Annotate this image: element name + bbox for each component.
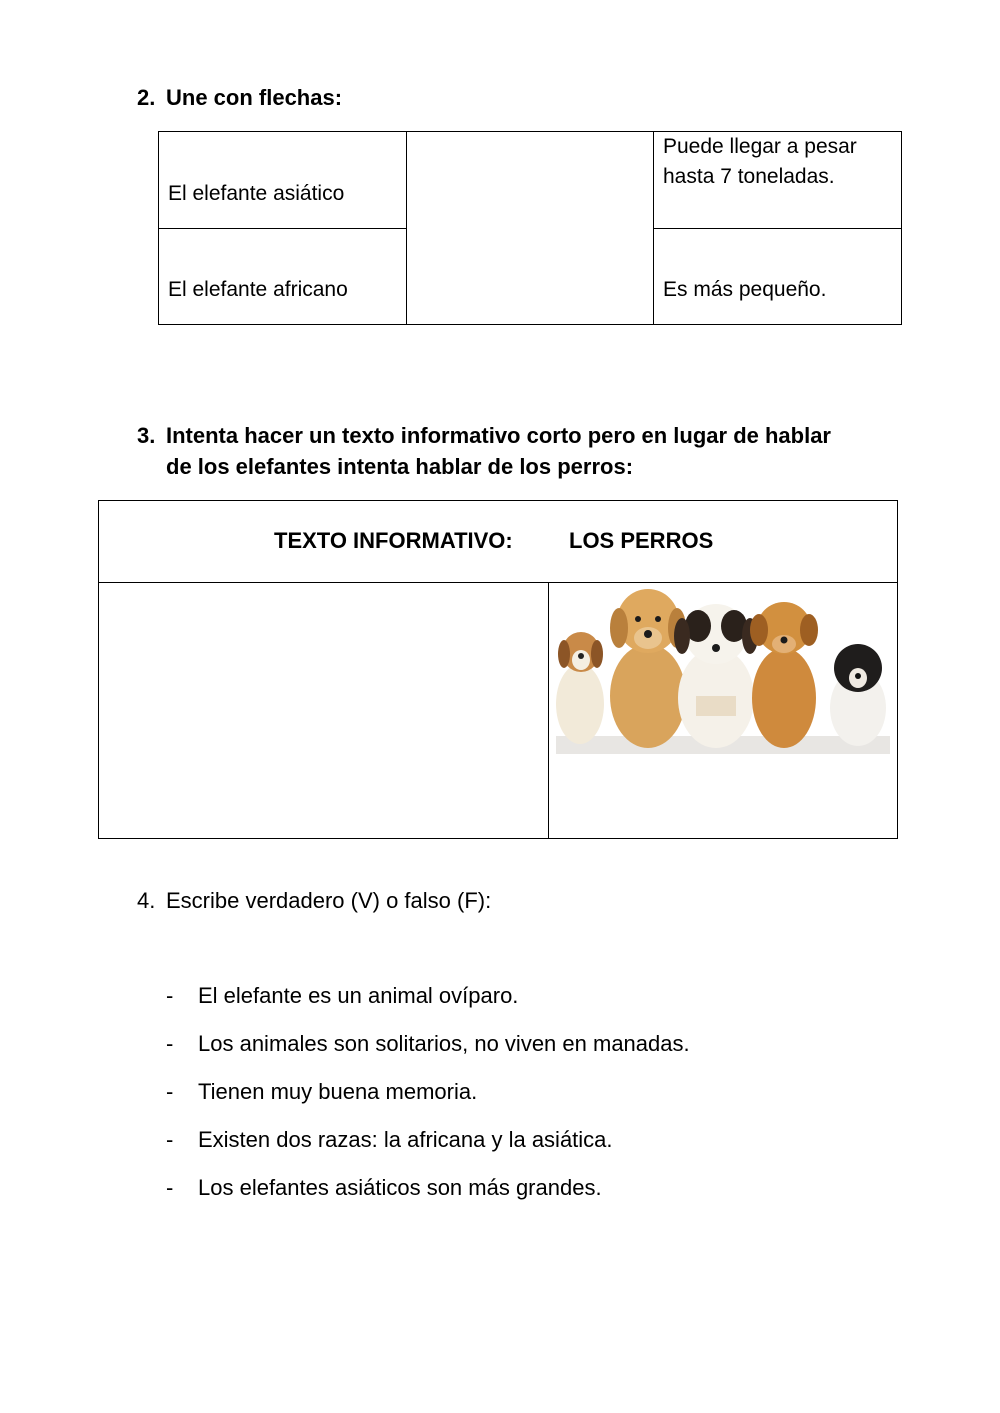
match-middle-cell[interactable] (406, 131, 654, 325)
informative-text-table (98, 500, 898, 839)
question-4-heading (137, 885, 637, 916)
bullet-dash: - (166, 1079, 174, 1104)
image-cell (548, 582, 898, 839)
header-topic: LOS PERROS (569, 528, 714, 553)
bullet-dash: - (166, 1175, 174, 1200)
question-title-line-1: Intenta hacer un texto informativo corto pero en lugar de hablar (166, 423, 831, 448)
question-number: 3. (137, 423, 156, 448)
puppies-image (556, 586, 890, 754)
puppy-2 (610, 589, 686, 748)
bullet-dash: - (166, 1031, 174, 1056)
match-right-text: Es más pequeño. (663, 278, 827, 301)
statement-text: Los animales son solitarios, no viven en manadas. (198, 1031, 690, 1056)
bullet-dash: - (166, 1127, 174, 1152)
match-right-cell-1 (653, 131, 902, 229)
statement-text: El elefante es un animal ovíparo. (198, 983, 519, 1008)
question-title: Une con flechas: (166, 85, 343, 110)
statement-text: Los elefantes asiáticos son más grandes. (198, 1175, 602, 1200)
puppy-5 (830, 644, 886, 746)
match-left-cell-2 (158, 228, 407, 325)
question-3-heading (137, 420, 917, 482)
statement-text: Tienen muy buena memoria. (198, 1079, 478, 1104)
question-title-line-2: de los elefantes intenta hablar de los perros: (166, 454, 634, 479)
question-2-heading (137, 82, 537, 113)
match-left-cell-1 (158, 131, 407, 229)
table-header-cell (98, 500, 898, 583)
writing-area-cell[interactable] (98, 582, 549, 839)
bullet-dash: - (166, 983, 174, 1008)
statement-text: Existen dos razas: la africana y la asiática. (198, 1127, 613, 1152)
header-label: TEXTO INFORMATIVO: (274, 528, 513, 553)
match-right-cell-2 (653, 228, 902, 325)
puppy-4 (750, 602, 818, 748)
question-number: 4. (137, 888, 156, 913)
puppy-3 (674, 604, 758, 748)
match-left-text: El elefante asiático (168, 182, 345, 205)
match-table (158, 131, 902, 325)
question-number: 2. (137, 85, 156, 110)
match-right-text: Puede llegar a pesar hasta 7 toneladas. (663, 135, 857, 188)
match-left-text: El elefante africano (168, 278, 348, 301)
question-title: Escribe verdadero (V) o falso (F): (166, 888, 492, 913)
puppy-1 (556, 632, 604, 744)
